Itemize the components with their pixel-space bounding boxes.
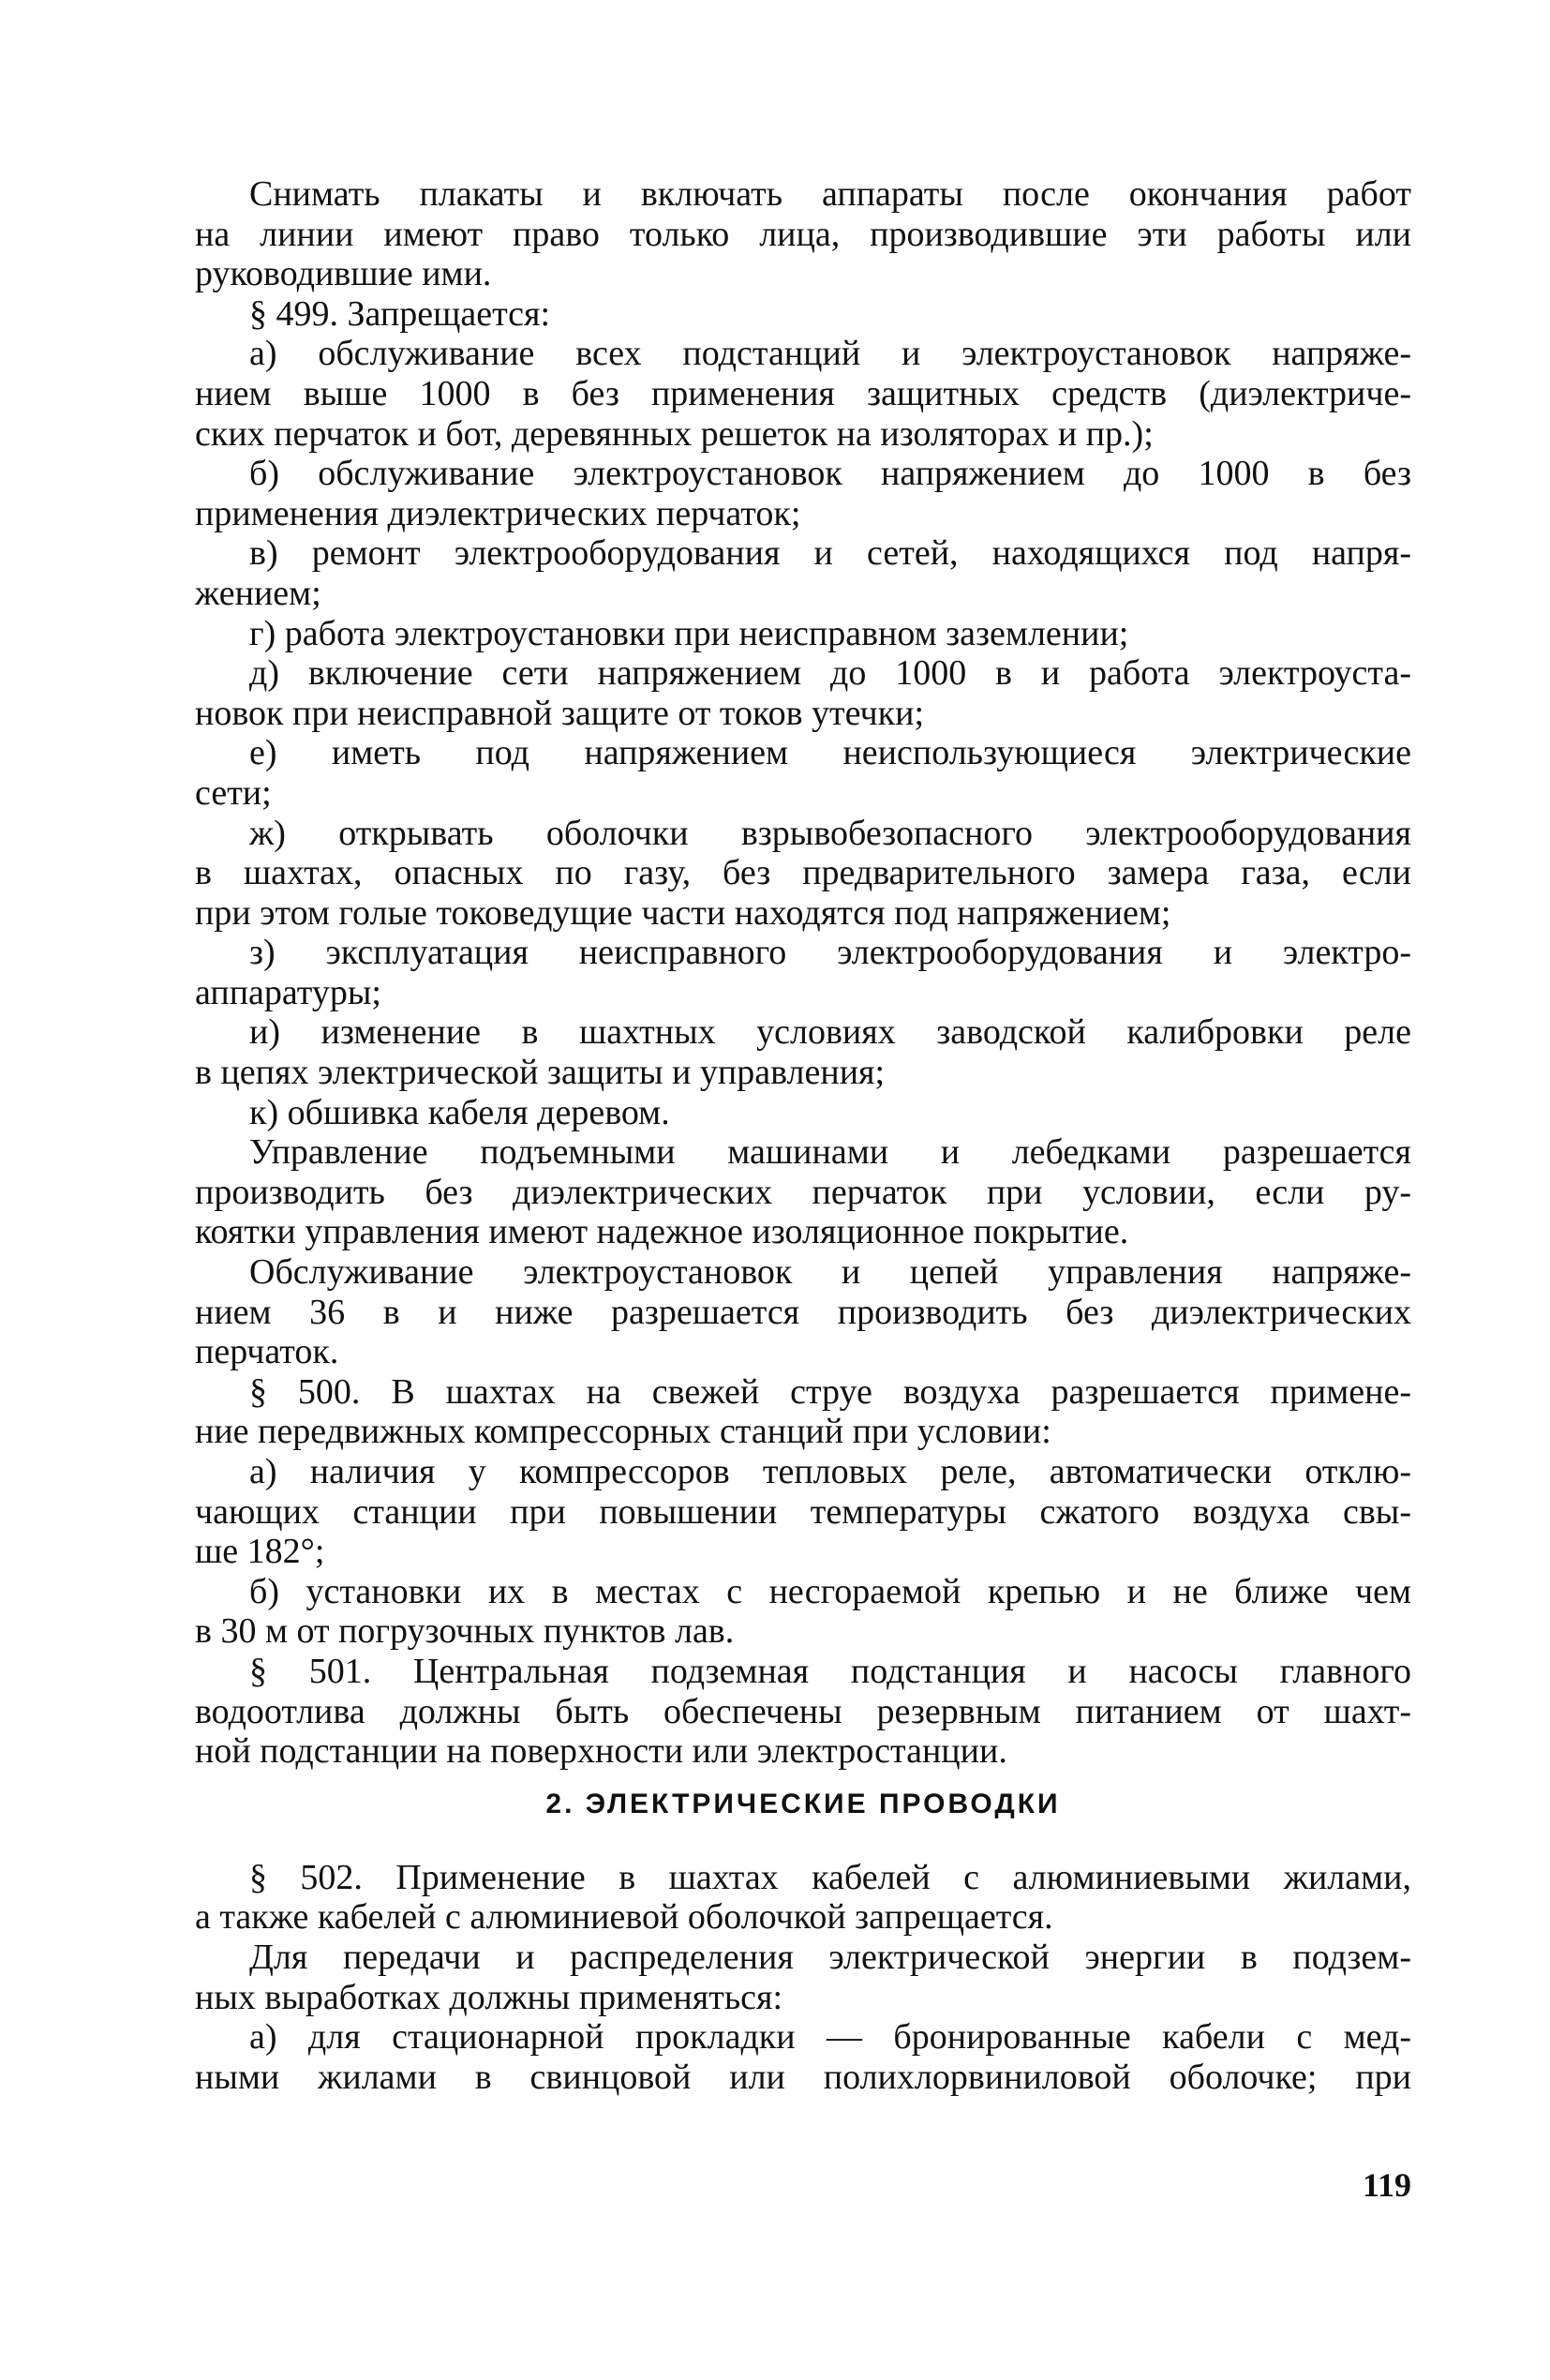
text-line: ных выработках должны применяться: bbox=[195, 1977, 783, 2017]
text-line: ной подстанции на поверхности или электростанции. bbox=[195, 1731, 1007, 1772]
paragraph bbox=[195, 334, 1411, 454]
text-line: нием 36 в и ниже разрешается производить без диэлектрических bbox=[195, 1292, 1411, 1332]
paragraph bbox=[195, 454, 1411, 533]
text-line: аппаратуры; bbox=[195, 972, 381, 1012]
text-line: ских перчаток и бот, деревянных решеток на изоляторах и пр.); bbox=[195, 413, 1154, 454]
text-line: а) наличия у компрессоров тепловых реле, автоматически отклю- bbox=[249, 1452, 1411, 1491]
paragraph bbox=[195, 174, 1411, 294]
text-line: ными жилами в свинцовой или полихлорвиниловой оболочке; при bbox=[195, 2057, 1411, 2097]
page-body bbox=[195, 174, 1411, 2097]
text-line: при этом голые токоведущие части находятся под напряжением; bbox=[195, 892, 1171, 933]
text-line: § 499. Запрещается: bbox=[249, 293, 551, 334]
text-line: на линии имеют право только лица, производившие эти работы или bbox=[195, 214, 1411, 254]
text-line: перчаток. bbox=[195, 1332, 339, 1372]
text-line: з) эксплуатация неисправного электрооборудования и электро- bbox=[249, 933, 1411, 973]
paragraph bbox=[195, 1093, 1411, 1133]
text-line: жением; bbox=[195, 573, 321, 613]
paragraph bbox=[195, 533, 1411, 613]
text-line: д) включение сети напряжением до 1000 в и работа электроуста- bbox=[249, 653, 1411, 694]
text-line: чающих станции при повышении температуры сжатого воздуха свы- bbox=[195, 1491, 1411, 1532]
text-line: § 501. Центральная подземная подстанция и насосы главного bbox=[249, 1651, 1411, 1691]
text-line: е) иметь под напряжением неиспользующиеся электрические bbox=[249, 733, 1411, 773]
paragraph bbox=[195, 1572, 1411, 1652]
text-line: а также кабелей с алюминиевой оболочкой запрещается. bbox=[195, 1897, 1053, 1938]
text-line: в 30 м от погрузочных пунктов лав. bbox=[195, 1611, 735, 1652]
text-line: применения диэлектрических перчаток; bbox=[195, 493, 801, 533]
text-line: Снимать плакаты и включать аппараты после окончания работ bbox=[249, 174, 1411, 214]
paragraph bbox=[195, 1132, 1411, 1252]
text-line: производить без диэлектрических перчаток при условии, если ру- bbox=[195, 1172, 1411, 1212]
paragraph bbox=[195, 653, 1411, 733]
text-line: б) обслуживание электроустановок напряжением до 1000 в без bbox=[249, 454, 1411, 494]
text-line: ше 182°; bbox=[195, 1532, 325, 1572]
paragraph bbox=[195, 2017, 1411, 2097]
text-line: в шахтах, опасных по газу, без предварительного замера газа, если bbox=[195, 853, 1411, 893]
text-line: а) обслуживание всех подстанций и электроустановок напряже- bbox=[249, 334, 1411, 374]
text-line: ж) открывать оболочки взрывобезопасного электрооборудования bbox=[249, 813, 1411, 853]
text-line: а) для стационарной прокладки — бронированные кабели с мед- bbox=[249, 2017, 1411, 2058]
text-line: б) установки их в местах с несгораемой крепью и не ближе чем bbox=[249, 1571, 1411, 1611]
paragraph bbox=[195, 294, 1411, 335]
text-line: к) обшивка кабеля деревом. bbox=[249, 1092, 670, 1132]
text-line: ние передвижных компрессорных станций при условии: bbox=[195, 1412, 1051, 1452]
text-line: Управление подъемными машинами и лебедками разрешается bbox=[249, 1132, 1411, 1173]
text-line: коятки управления имеют надежное изоляционное покрытие. bbox=[195, 1212, 1129, 1252]
text-line: Обслуживание электроустановок и цепей управления напряже- bbox=[249, 1252, 1411, 1293]
paragraph bbox=[195, 933, 1411, 1012]
paragraph bbox=[195, 1652, 1411, 1772]
paragraph bbox=[195, 1012, 1411, 1092]
text-line: водоотлива должны быть обеспечены резервным питанием от шахт- bbox=[195, 1691, 1411, 1731]
paragraph bbox=[195, 733, 1411, 813]
text-line: сети; bbox=[195, 772, 272, 813]
paragraph bbox=[195, 814, 1411, 934]
paragraph bbox=[195, 1372, 1411, 1452]
text-line: в цепях электрической защиты и управления; bbox=[195, 1053, 886, 1093]
paragraph bbox=[195, 614, 1411, 654]
text-line: нием выше 1000 в без применения защитных средств (диэлектриче- bbox=[195, 373, 1411, 413]
text-line: Для передачи и распределения электрической энергии в подзем- bbox=[249, 1937, 1411, 1977]
text-line: в) ремонт электрооборудования и сетей, находящихся под напря- bbox=[249, 533, 1411, 574]
paragraph bbox=[195, 1452, 1411, 1572]
text-line: новок при неисправной защите от токов утечки; bbox=[195, 693, 924, 733]
text-line: § 502. Применение в шахтах кабелей с алюминиевыми жилами, bbox=[249, 1857, 1411, 1897]
paragraph bbox=[195, 1858, 1411, 1938]
paragraph bbox=[195, 1938, 1411, 2017]
page-number: 119 bbox=[1362, 2166, 1411, 2204]
text-line: и) изменение в шахтных условиях заводской калибровки реле bbox=[249, 1012, 1411, 1053]
text-line: г) работа электроустановки при неисправном заземлении; bbox=[249, 613, 1129, 653]
text-line: руководившие ими. bbox=[195, 254, 492, 294]
paragraph bbox=[195, 1252, 1411, 1372]
section-heading: 2. ЭЛЕКТРИЧЕСКИЕ ПРОВОДКИ bbox=[545, 1788, 1061, 1819]
text-line: § 500. В шахтах на свежей струе воздуха разрешается примене- bbox=[249, 1371, 1411, 1412]
